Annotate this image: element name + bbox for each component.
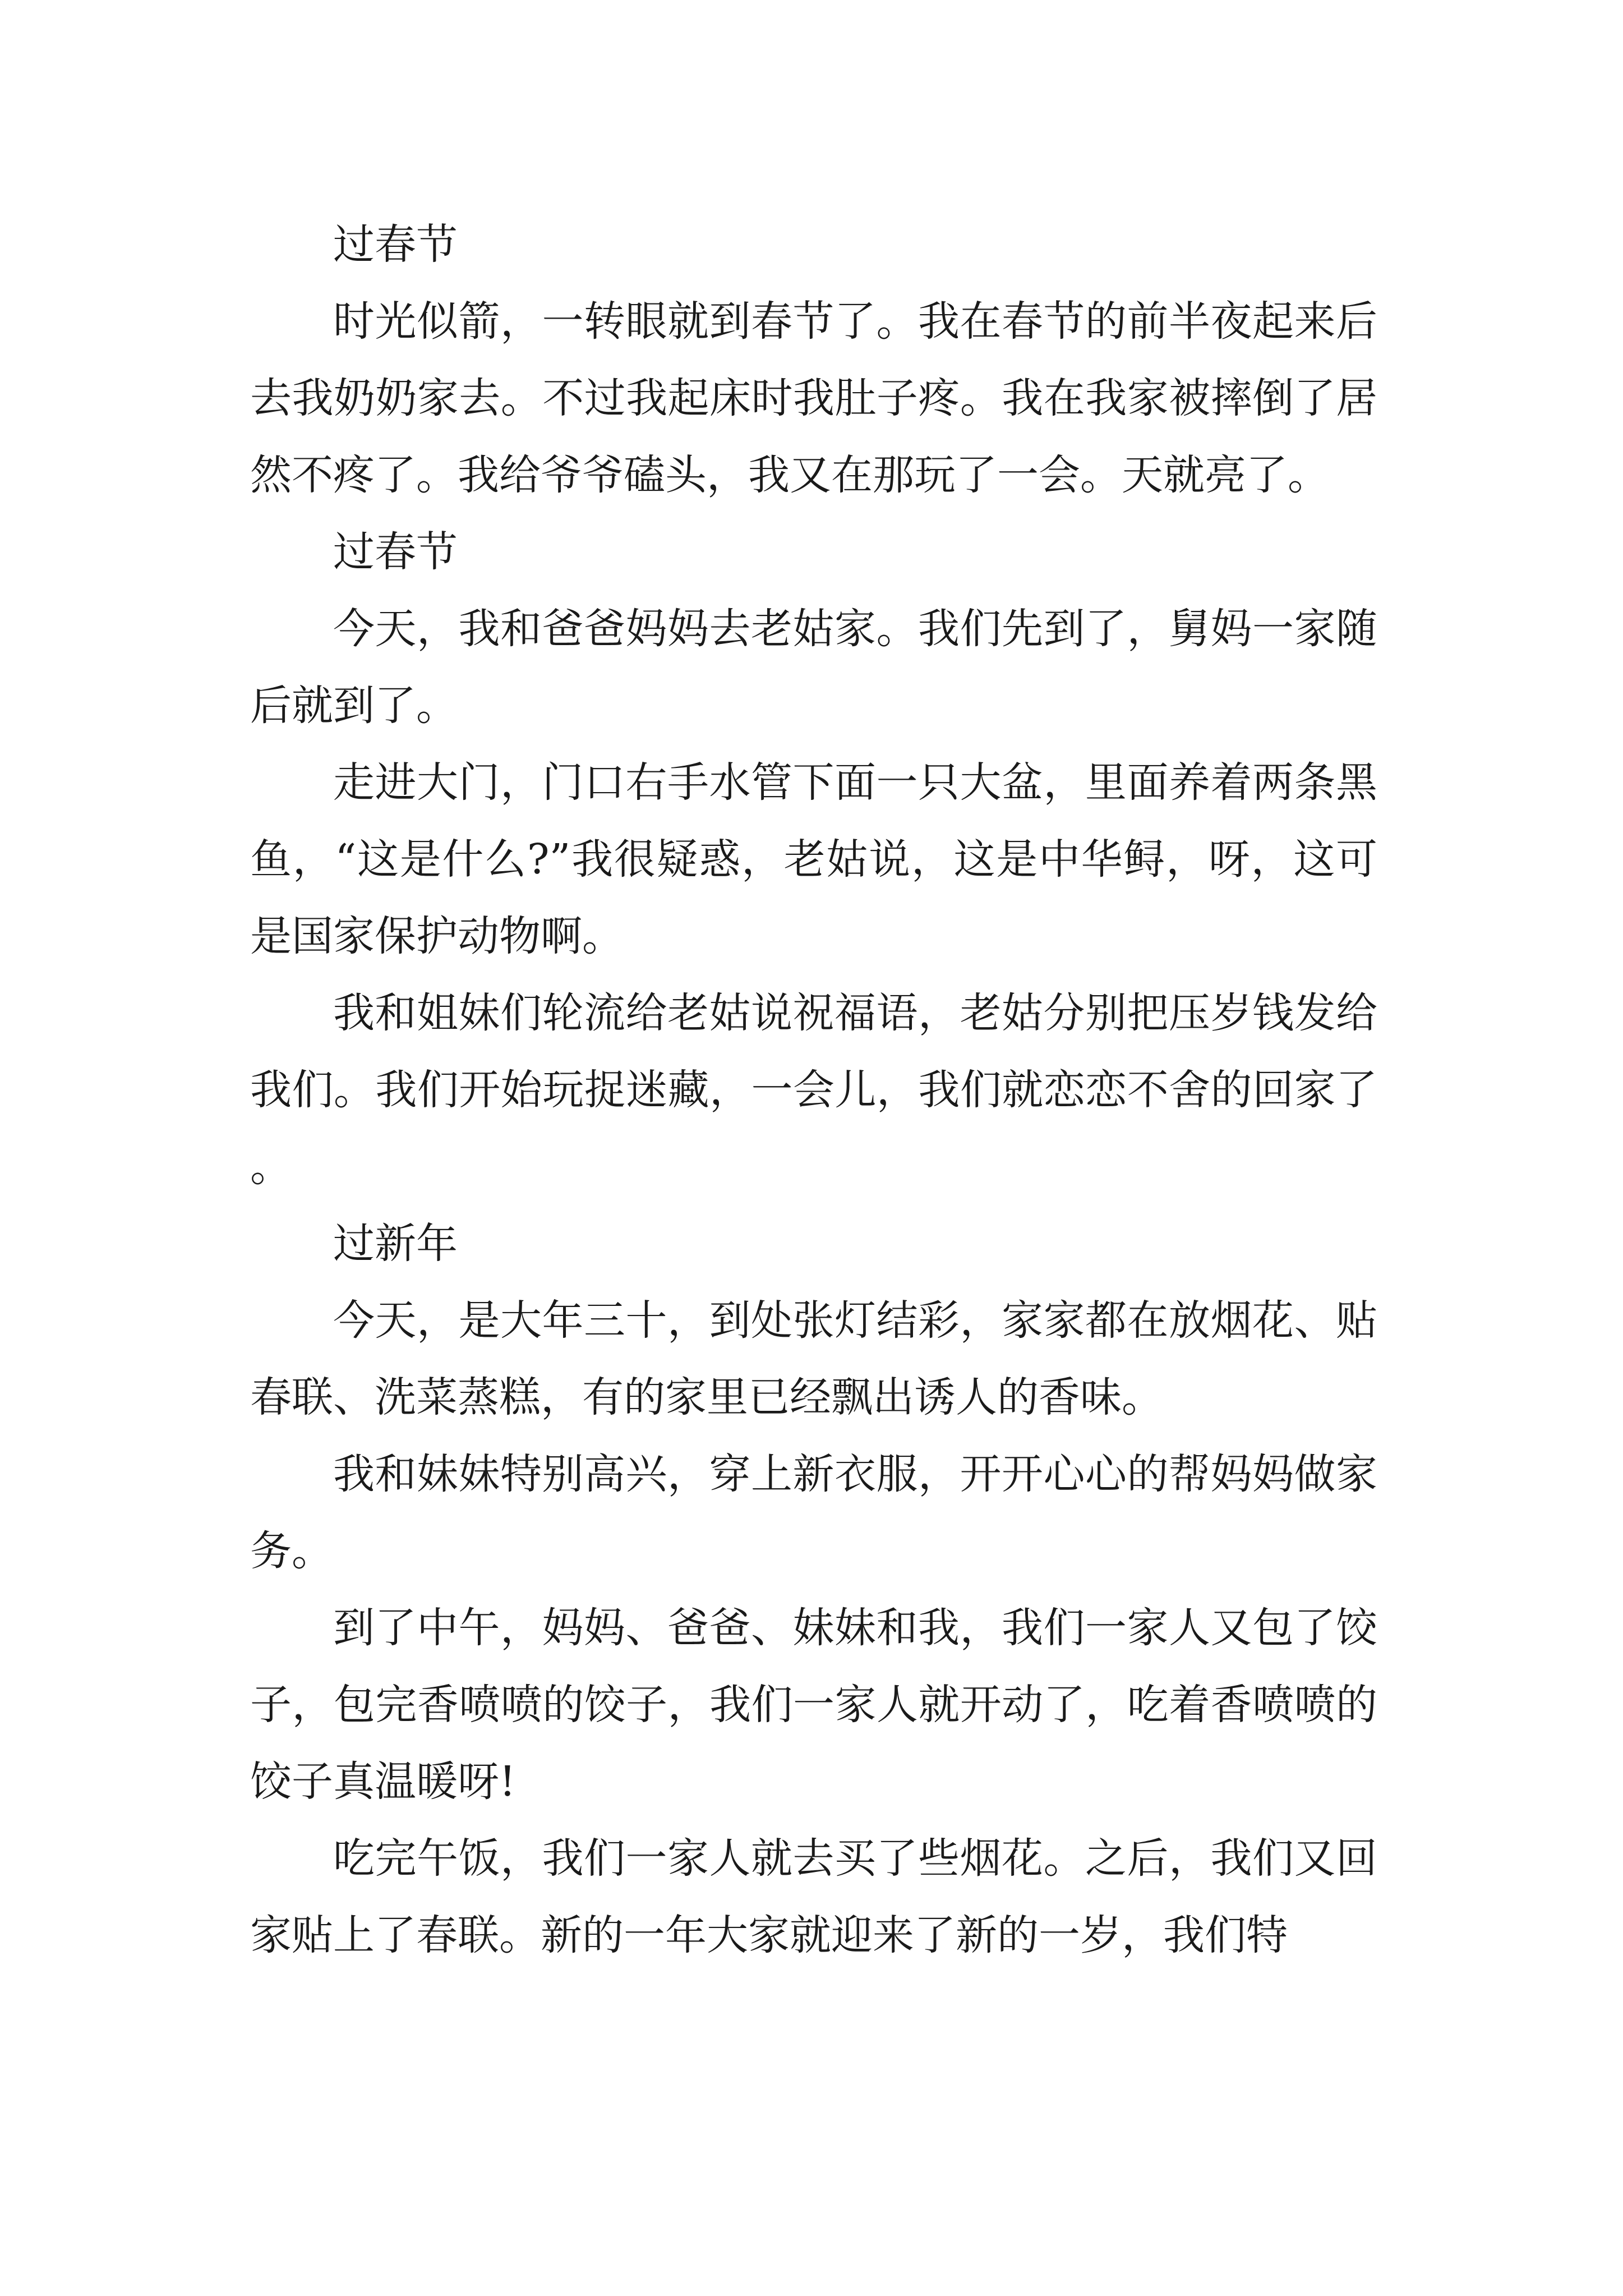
paragraph: 时光似箭，一转眼就到春节了。我在春节的前半夜起来后去我奶奶家去。不过我起床时我肚子疼。我在我家被摔倒了居然不疼了。我给爷爷磕头，我又在那玩了一会。天就亮了。 <box>250 297 1377 499</box>
paragraph: 今天，是大年三十，到处张灯结彩，家家都在放烟花、贴春联、洗菜蒸糕，有的家里已经飘出诱人的香味。 <box>250 1296 1377 1421</box>
document-body <box>250 206 1377 1974</box>
section-heading: 过春节 <box>333 528 458 576</box>
section-heading: 过春节 <box>333 220 458 269</box>
paragraph: 今天，我和爸爸妈妈去老姑家。我们先到了，舅妈一家随后就到了。 <box>250 605 1377 730</box>
section-heading: 过新年 <box>333 1220 458 1268</box>
paragraph: 走进大门，门口右手水管下面一只大盆，里面养着两条黑鱼，“这是什么?”我很疑惑，老姑说，这是中华鲟，呀，这可是国家保护动物啊。 <box>250 758 1377 960</box>
paragraph: 我和姐妹们轮流给老姑说祝福语，老姑分别把压岁钱发给我们。我们开始玩捉迷藏，一会儿，我们就恋恋不舍的回家了。 <box>250 989 1377 1191</box>
paragraph: 到了中午，妈妈、爸爸、妹妹和我，我们一家人又包了饺子，包完香喷喷的饺子，我们一家人就开动了，吃着香喷喷的饺子真温暖呀! <box>250 1604 1377 1806</box>
paragraph: 我和妹妹特别高兴，穿上新衣服，开开心心的帮妈妈做家务。 <box>250 1450 1377 1575</box>
paragraph: 吃完午饭，我们一家人就去买了些烟花。之后，我们又回家贴上了春联。新的一年大家就迎来了新的一岁，我们特 <box>250 1834 1377 1959</box>
